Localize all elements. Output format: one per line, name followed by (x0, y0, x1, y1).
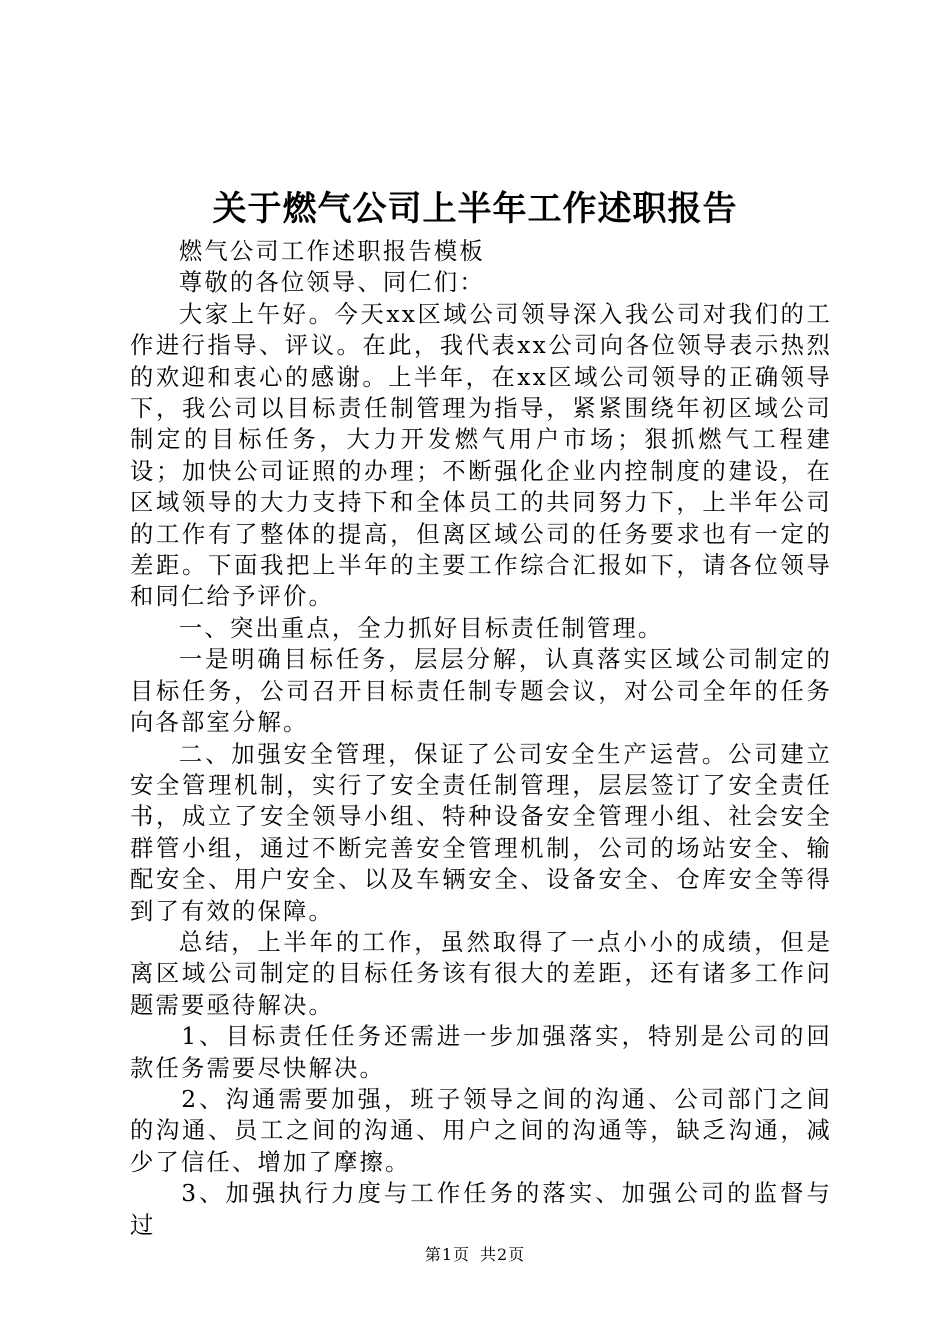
paragraph-intro: 大家上午好。今天xx区域公司领导深入我公司对我们的工作进行指导、评议。在此，我代表xx公司向各位领导表示热烈的欢迎和衷心的感谢。上半年，在xx区域公司领导的正确领导下，我公司以目标责任制管理为指导，紧紧围绕年初区域公司制定的目标任务，大力开发燃气用户市场；狠抓燃气工程建设；加快公司证照的办理；不断强化企业内控制度的建设，在区域领导的大力支持下和全体员工的共同努力下，上半年公司的工作有了整体的提高，但离区域公司的任务要求也有一定的差距。下面我把上半年的主要工作综合汇报如下，请各位领导和同仁给予评价。 (130, 300, 832, 611)
document-title: 关于燃气公司上半年工作述职报告 (212, 189, 738, 229)
page-number: 第1页 (424, 1245, 470, 1264)
paragraph-summary: 总结，上半年的工作，虽然取得了一点小小的成绩，但是离区域公司制定的目标任务该有很大的差距，还有诸多工作问题需要亟待解决。 (130, 928, 832, 1019)
paragraph-subtitle: 燃气公司工作述职报告模板 (178, 238, 485, 265)
page-footer (0, 1244, 950, 1266)
paragraph-section-1-detail: 一是明确目标任务，层层分解，认真落实区域公司制定的目标任务，公司召开目标责任制专题会议，对公司全年的任务向各部室分解。 (130, 646, 832, 737)
paragraph-section-2: 二、加强安全管理，保证了公司安全生产运营。公司建立安全管理机制，实行了安全责任制管理，层层签订了安全责任书，成立了安全领导小组、特种设备安全管理小组、社会安全群管小组，通过不断完善安全管理机制，公司的场站安全、输配安全、用户安全、以及车辆安全、设备安全、仓库安全等得到了有效的保障。 (130, 740, 832, 925)
paragraph-issue-2: 2、沟通需要加强，班子领导之间的沟通、公司部门之间的沟通、员工之间的沟通、用户之间的沟通等，缺乏沟通，减少了信任、增加了摩擦。 (130, 1085, 832, 1176)
paragraph-issue-3: 3、加强执行力度与工作任务的落实、加强公司的监督与过 (130, 1180, 832, 1239)
page-total: 共2页 (480, 1245, 526, 1264)
paragraph-salutation: 尊敬的各位领导、同仁们： (178, 269, 485, 297)
paragraph-issue-1: 1、目标责任任务还需进一步加强落实，特别是公司的回款任务需要尽快解决。 (130, 1023, 832, 1082)
document-body (130, 236, 832, 1241)
paragraph-section-1: 一、突出重点，全力抓好目标责任制管理。 (178, 614, 664, 642)
